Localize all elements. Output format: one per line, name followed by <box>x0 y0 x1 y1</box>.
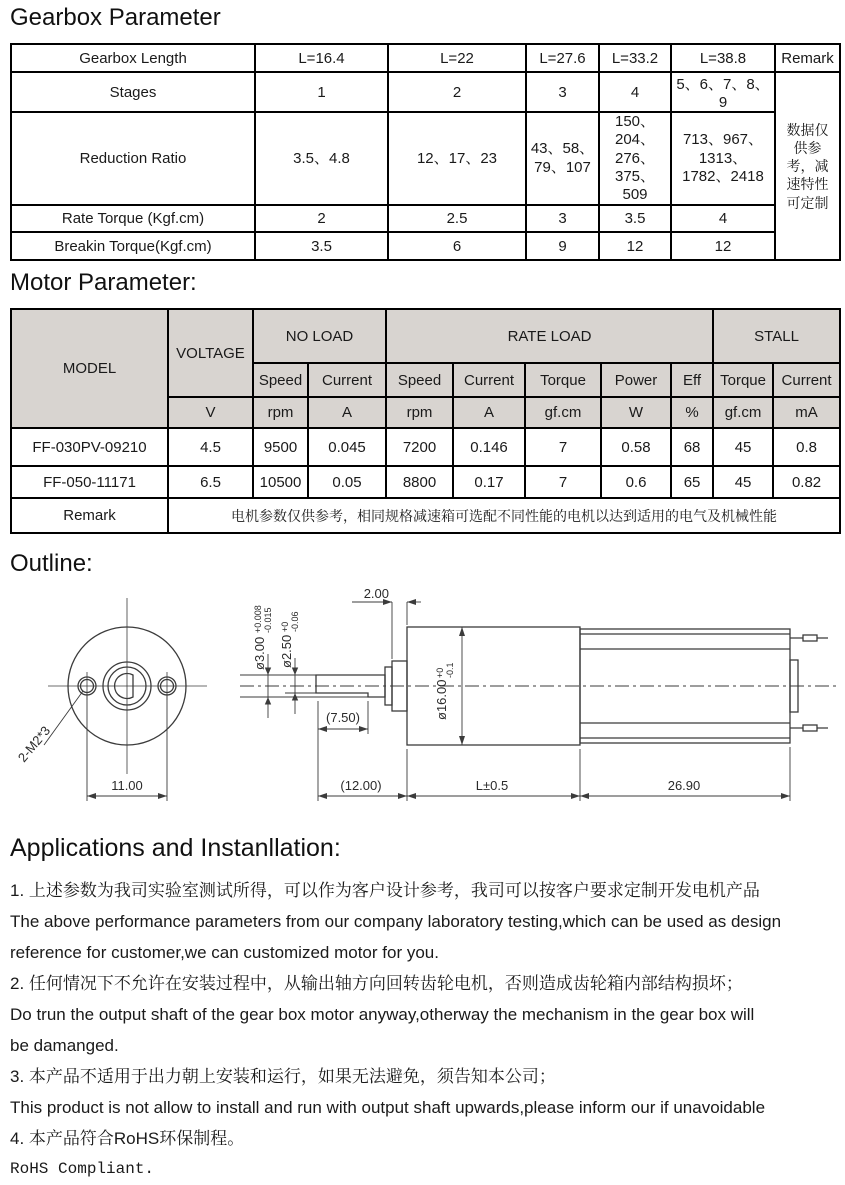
app-line: 3. 本产品不适用于出力朝上安装和运行，如果无法避免，须告知本公司； <box>10 1067 556 1087</box>
cell: 0.6 <box>601 466 671 498</box>
cell: 8800 <box>386 466 453 498</box>
shaft-flat-tol-upper: +0 <box>280 622 290 633</box>
dim-body-diameter <box>434 627 462 745</box>
gearbox-rate-torque-row <box>11 205 840 232</box>
cell: Power <box>601 363 671 397</box>
app-line: be damanged. <box>10 1036 119 1056</box>
cell: 12、17、23 <box>388 112 526 205</box>
cell: MODEL <box>11 309 168 428</box>
cell: NO LOAD <box>253 309 386 363</box>
cell: FF-030PV-09210 <box>11 428 168 466</box>
cell: 45 <box>713 428 773 466</box>
cell: 12 <box>599 232 671 260</box>
gearbox-section-title: Gearbox Parameter <box>10 4 221 31</box>
motor-data-row <box>11 466 840 498</box>
app-line: 2. 任何情况下不允许在安装过程中，从输出轴方向回转齿轮电机，否则造成齿轮箱内部结构损坏； <box>10 974 743 994</box>
cell: Rate Torque (Kgf.cm) <box>11 205 255 232</box>
cell: rpm <box>253 397 308 428</box>
gearbox-remark-note: 数据仅供参考，减速特性可定制 <box>775 72 840 260</box>
cell: A <box>453 397 525 428</box>
shaft-length-label: (7.50) <box>326 710 360 726</box>
cell: 1 <box>255 72 388 112</box>
cell: Remark <box>11 498 168 533</box>
cell: Stages <box>11 72 255 112</box>
cell: 2 <box>255 205 388 232</box>
body-dia-label: ø16.00 <box>434 680 449 721</box>
gearbox-ratio-row <box>11 112 840 205</box>
gearbox-header-row <box>11 44 840 72</box>
cell: 0.05 <box>308 466 386 498</box>
cell: FF-050-11171 <box>11 466 168 498</box>
cell: mA <box>773 397 840 428</box>
motor-data-row <box>11 428 840 466</box>
dim-lengths <box>318 701 790 801</box>
app-line: reference for customer,we can customized motor for you. <box>10 943 439 963</box>
cell: 4 <box>671 205 775 232</box>
cell: Speed <box>253 363 308 397</box>
outline-drawing <box>0 582 845 827</box>
app-line: This product is not allow to install and run with output shaft upwards,please inform our if unavoidable <box>10 1098 766 1118</box>
outline-section-title: Outline: <box>10 550 93 578</box>
cell: 3.5 <box>599 205 671 232</box>
cell: 12 <box>671 232 775 260</box>
gearbox-breakin-torque-row <box>11 232 840 260</box>
front-length-label: (12.00) <box>340 778 382 794</box>
cell: Torque <box>525 363 601 397</box>
shaft-dia-tol-upper: +0.008 <box>253 605 263 634</box>
mount-holes-label: 2-M2*3 <box>14 723 54 766</box>
cell: Gearbox Length <box>11 44 255 72</box>
cell: V <box>168 397 253 428</box>
cell: L=16.4 <box>255 44 388 72</box>
cell: 2.5 <box>388 205 526 232</box>
cell: L=27.6 <box>526 44 599 72</box>
cell: 150、204、276、375、509 <box>599 112 671 205</box>
cell: Breakin Torque(Kgf.cm) <box>11 232 255 260</box>
cell: A <box>308 397 386 428</box>
cell: 10500 <box>253 466 308 498</box>
cell: STALL <box>713 309 840 363</box>
cell: 713、967、1313、1782、2418 <box>671 112 775 205</box>
cell: 68 <box>671 428 713 466</box>
cell: L=38.8 <box>671 44 775 72</box>
motor-section-title: Motor Parameter: <box>10 269 197 297</box>
cell: % <box>671 397 713 428</box>
dim-shaft-diameters <box>240 606 368 719</box>
cell: W <box>601 397 671 428</box>
cell: 6.5 <box>168 466 253 498</box>
cell: 43、58、79、107 <box>526 112 599 205</box>
cell: 3.5 <box>255 232 388 260</box>
cell: L=22 <box>388 44 526 72</box>
cell: Eff <box>671 363 713 397</box>
applications-text <box>10 875 845 1185</box>
cell: 3 <box>526 72 599 112</box>
cell: Torque <box>713 363 773 397</box>
motor-remark-note: 电机参数仅供参考，相同规格减速箱可选配不同性能的电机以达到适用的电气及机械性能 <box>168 498 840 533</box>
side-view <box>240 627 838 745</box>
cell: 4.5 <box>168 428 253 466</box>
motor-parameter-table <box>10 308 841 534</box>
cell: 45 <box>713 466 773 498</box>
cell: 0.146 <box>453 428 525 466</box>
cell: 0.58 <box>601 428 671 466</box>
app-line: 4. 本产品符合RoHS环保制程。 <box>10 1129 245 1149</box>
front-view <box>15 598 207 774</box>
cell: 0.17 <box>453 466 525 498</box>
cell: 7200 <box>386 428 453 466</box>
cell: 4 <box>599 72 671 112</box>
gearbox-parameter-table <box>10 43 841 261</box>
cell: VOLTAGE <box>168 309 253 397</box>
motor-length-label: 26.90 <box>667 778 701 794</box>
flange-width-label: 2.00 <box>363 586 389 602</box>
cell: Current <box>308 363 386 397</box>
shaft-dia-label: ø3.00 <box>252 637 267 671</box>
cell: 0.82 <box>773 466 840 498</box>
cell: Speed <box>386 363 453 397</box>
body-dia-tol-lower: -0.1 <box>445 662 455 679</box>
gearbox-length-label: L±0.5 <box>475 778 509 794</box>
cell: gf.cm <box>525 397 601 428</box>
dim-flange-width <box>352 586 421 659</box>
cell: gf.cm <box>713 397 773 428</box>
shaft-flat-label: ø2.50 <box>279 635 294 669</box>
shaft-flat-tol-lower: -0.06 <box>290 611 300 633</box>
cell: L=33.2 <box>599 44 671 72</box>
app-line: The above performance parameters from our company laboratory testing,which can be used as design <box>10 912 782 932</box>
app-line: 1. 上述参数为我司实验室测试所得，可以作为客户设计参考，我司可以按客户要求定制开发电机产品 <box>10 881 760 901</box>
cell: 2 <box>388 72 526 112</box>
cell: RATE LOAD <box>386 309 713 363</box>
cell: Remark <box>775 44 840 72</box>
cell: 0.8 <box>773 428 840 466</box>
cell: 7 <box>525 428 601 466</box>
cell: 6 <box>388 232 526 260</box>
shaft-dia-tol-lower: -0.015 <box>263 607 273 634</box>
body-dia-tol-upper: +0 <box>435 668 445 679</box>
applications-section-title: Applications and Instanllation: <box>10 834 341 863</box>
app-line: Do trun the output shaft of the gear box motor anyway,otherway the mechanism in the gear box will <box>10 1005 755 1025</box>
cell: 9500 <box>253 428 308 466</box>
cell: 65 <box>671 466 713 498</box>
cell: 3 <box>526 205 599 232</box>
cell: 9 <box>526 232 599 260</box>
cell: Current <box>453 363 525 397</box>
cell: rpm <box>386 397 453 428</box>
cell: 5、6、7、8、9 <box>671 72 775 112</box>
cell: Current <box>773 363 840 397</box>
hole-spacing-label: 11.00 <box>111 778 143 794</box>
cell: 0.045 <box>308 428 386 466</box>
motor-remark-row <box>11 498 840 533</box>
motor-header-row-groups <box>11 309 840 363</box>
gearbox-stages-row <box>11 72 840 112</box>
cell: 7 <box>525 466 601 498</box>
rohs-compliant-line: RoHS Compliant. <box>10 1160 155 1179</box>
cell: 3.5、4.8 <box>255 112 388 205</box>
cell: Reduction Ratio <box>11 112 255 205</box>
